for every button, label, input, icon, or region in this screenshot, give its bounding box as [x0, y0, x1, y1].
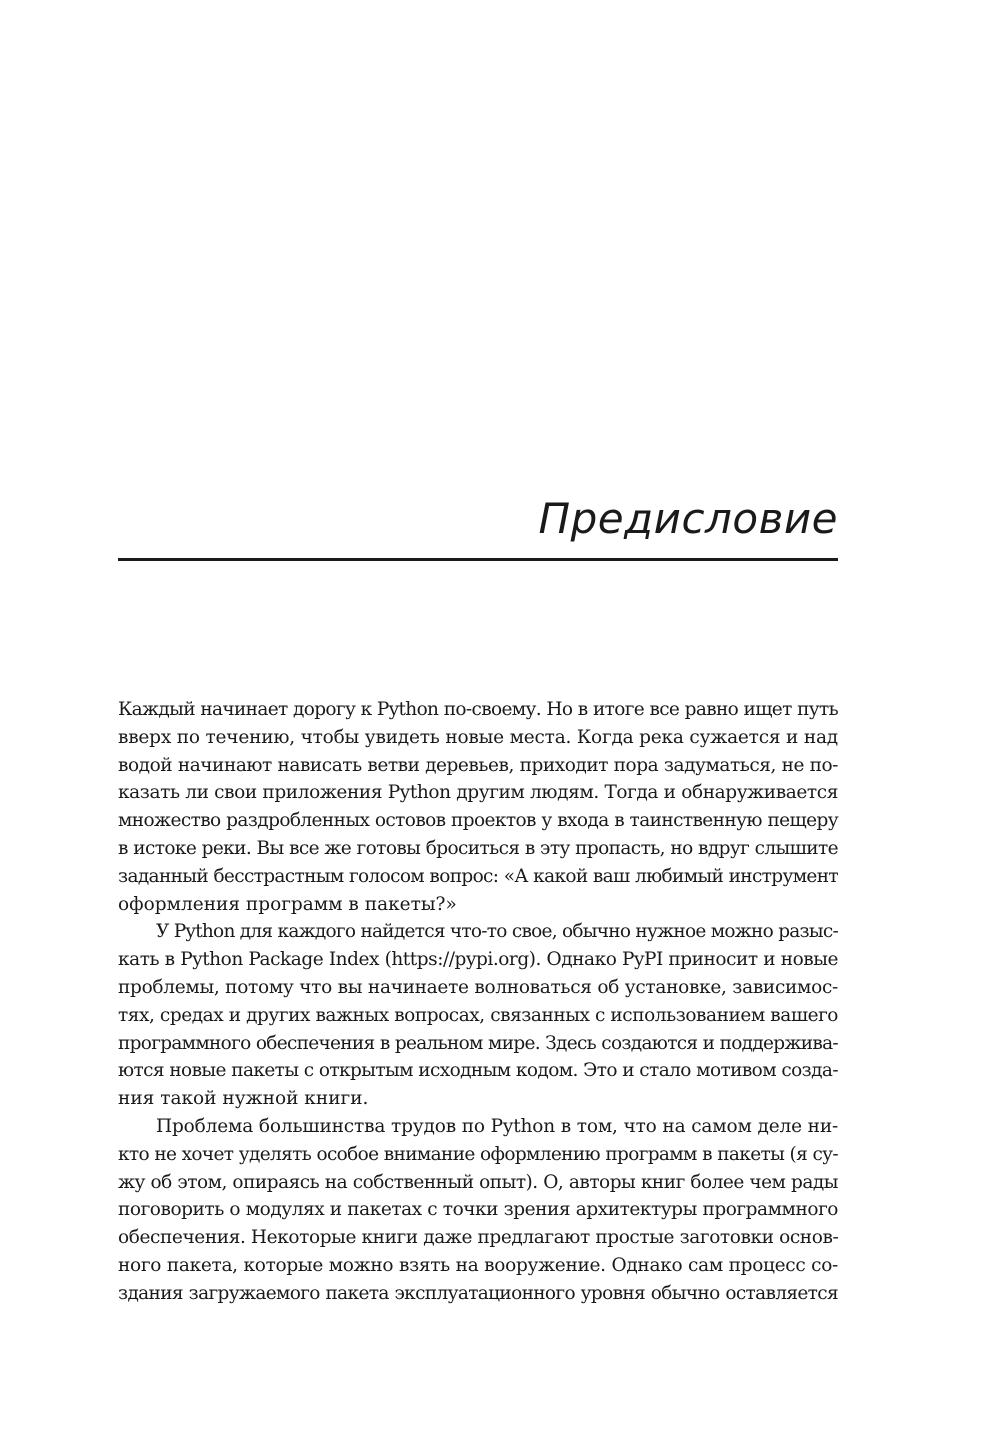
paragraph-2-line: проблемы, потому что вы начинаете волноваться об установке, зависимос-: [118, 976, 838, 998]
paragraph-3-line: обеспечения. Некоторые книги даже предлагают простые заготовки основ-: [118, 1227, 839, 1249]
paragraph-1-line: множество раздробленных остовов проектов у входа в таинственную пещеру: [118, 810, 838, 832]
paragraph-1-line: водой начинают нависать ветви деревьев, приходит пора задуматься, не по-: [118, 754, 838, 776]
paragraph-1-line: заданный бесстрастным голосом вопрос: «А какой ваш любимый инструмент: [118, 865, 838, 887]
paragraph-2-line: кать в Python Package Index (https://pypi.org). Однако PyPI приносит и новые: [118, 949, 838, 971]
paragraph-3-line: жу об этом, опираясь на собственный опыт). О, авторы книг более чем рады: [118, 1171, 838, 1193]
paragraph-3-line: здания загружаемого пакета эксплуатационного уровня обычно оставляется: [118, 1282, 838, 1304]
paragraph-2-line: ются новые пакеты с открытым исходным кодом. Это и стало мотивом созда-: [118, 1060, 838, 1082]
paragraph-3-line: Проблема большинства трудов по Python в том, что на самом деле ни-: [156, 1115, 839, 1137]
body-text: [118, 696, 838, 1308]
title-rule: [118, 558, 838, 561]
paragraph-2-line: тях, средах и других важных вопросах, связанных с использованием вашего: [118, 1004, 838, 1026]
paragraph-3-line: ного пакета, которые можно взять на вооружение. Однако сам процесс со-: [118, 1254, 838, 1276]
paragraph-1-line: Каждый начинает дорогу к Python по-своему. Но в итоге все равно ищет путь: [118, 699, 838, 720]
paragraph-1-line: вверх по течению, чтобы увидеть новые места. Когда река сужается и над: [118, 726, 838, 748]
paragraph-2-line: У Python для каждого найдется что-то свое, обычно нужное можно разыс-: [156, 921, 838, 943]
paragraph-2-line: ния такой нужной книги.: [118, 1088, 369, 1110]
paragraph-1-line: оформления программ в пакеты?»: [118, 893, 457, 915]
paragraph-3-line: поговорить о модулях и пакетах с точки зрения архитектуры программного: [118, 1199, 838, 1221]
paragraph-1-line: казать ли свои приложения Python другим людям. Тогда и обнаруживается: [118, 782, 838, 804]
chapter-title: Предисловие: [538, 494, 838, 543]
paragraph-1-line: в истоке реки. Вы все же готовы броситься в эту пропасть, но вдруг слышите: [118, 837, 838, 859]
paragraph-2-line: программного обеспечения в реальном мире. Здесь создаются и поддержива-: [118, 1032, 838, 1054]
paragraph-3-line: кто не хочет уделять особое внимание оформлению программ в пакеты (я су-: [118, 1143, 838, 1165]
